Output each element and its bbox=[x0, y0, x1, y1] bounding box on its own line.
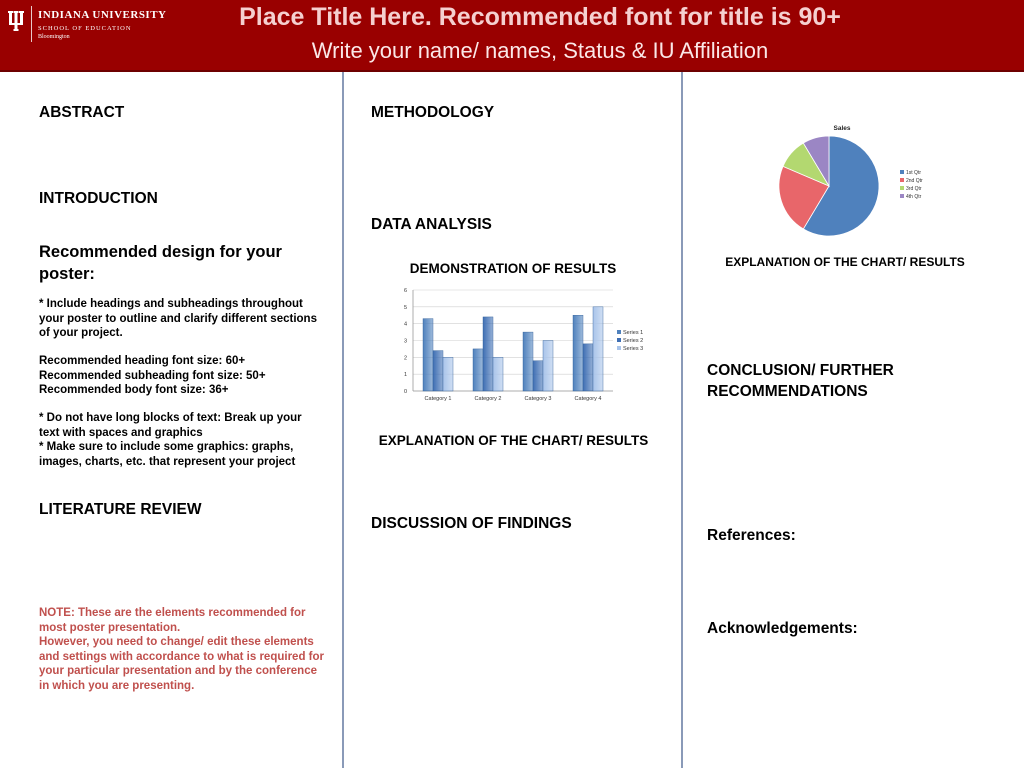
school-name: SCHOOL OF EDUCATION bbox=[38, 25, 132, 32]
pie-legend-label: 2nd Qtr bbox=[906, 178, 923, 184]
campus-name: Bloomington bbox=[38, 34, 70, 40]
x-tick-label: Category 2 bbox=[474, 396, 502, 402]
tip-headings[interactable]: * Include headings and subheadings throughout your poster to outline and clarify different sections of your project. bbox=[39, 298, 317, 339]
legend-label: Series 3 bbox=[623, 346, 644, 352]
discussion-heading[interactable]: DISCUSSION OF FINDINGS bbox=[371, 515, 572, 532]
poster-title[interactable]: Place Title Here. Recommended font for title is 90+ bbox=[239, 3, 841, 31]
legend-swatch bbox=[617, 330, 621, 334]
bar-series-3[interactable] bbox=[493, 357, 503, 391]
tip-graphics[interactable]: * Make sure to include some graphics: graphs, images, charts, etc. that represent your project bbox=[39, 441, 296, 468]
pie-legend-swatch bbox=[900, 194, 904, 198]
demonstration-heading[interactable]: DEMONSTRATION OF RESULTS bbox=[409, 261, 617, 276]
pie-legend-swatch bbox=[900, 170, 904, 174]
bar-series-1[interactable] bbox=[473, 349, 483, 391]
bar-series-3[interactable] bbox=[443, 357, 453, 391]
pie-chart[interactable] bbox=[770, 120, 930, 242]
y-tick-label: 1 bbox=[403, 372, 407, 379]
data-analysis-heading[interactable]: DATA ANALYSIS bbox=[371, 216, 492, 233]
tip-text-blocks[interactable]: * Do not have long blocks of text: Break up your text with spaces and graphics bbox=[39, 412, 302, 439]
tip-subheading-size[interactable]: Recommended subheading font size: 50+ bbox=[39, 369, 266, 382]
bar-series-1[interactable] bbox=[423, 319, 433, 391]
x-tick-label: Category 3 bbox=[524, 396, 552, 402]
y-tick-label: 6 bbox=[403, 288, 407, 294]
legend-label: Series 2 bbox=[623, 338, 644, 344]
conclusion-heading[interactable]: CONCLUSION/ FURTHER RECOMMENDATIONS bbox=[707, 362, 894, 400]
bar-series-1[interactable] bbox=[523, 332, 533, 391]
bar-series-1[interactable] bbox=[573, 315, 583, 391]
logo-separator bbox=[31, 6, 32, 42]
methodology-heading[interactable]: METHODOLOGY bbox=[371, 104, 495, 121]
y-tick-label: 4 bbox=[403, 321, 407, 328]
y-tick-label: 0 bbox=[403, 389, 407, 395]
legend-swatch bbox=[617, 338, 621, 342]
bar-series-3[interactable] bbox=[593, 307, 603, 391]
acknowledgements-heading[interactable]: Acknowledgements: bbox=[707, 620, 858, 637]
bar-series-3[interactable] bbox=[543, 341, 553, 392]
poster-header bbox=[0, 0, 1024, 72]
x-tick-label: Category 4 bbox=[574, 396, 602, 402]
tip-body-size[interactable]: Recommended body font size: 36+ bbox=[39, 384, 229, 396]
bar-chart[interactable] bbox=[395, 284, 645, 404]
abstract-heading[interactable]: ABSTRACT bbox=[39, 104, 125, 121]
poster-subtitle[interactable]: Write your name/ names, Status & IU Affiliation bbox=[311, 38, 769, 63]
university-name: INDIANA UNIVERSITY bbox=[38, 9, 167, 21]
bar-series-2[interactable] bbox=[583, 344, 593, 391]
tip-heading-size[interactable]: Recommended heading font size: 60+ bbox=[39, 355, 246, 367]
introduction-heading[interactable]: INTRODUCTION bbox=[39, 190, 158, 207]
x-tick-label: Category 1 bbox=[424, 396, 452, 402]
column-divider-2 bbox=[681, 72, 683, 768]
pie-legend-swatch bbox=[900, 186, 904, 190]
references-heading[interactable]: References: bbox=[707, 527, 796, 544]
y-tick-label: 3 bbox=[403, 338, 407, 345]
pie-legend-label: 3rd Qtr bbox=[906, 186, 922, 192]
y-tick-label: 5 bbox=[403, 304, 407, 311]
recommended-design-heading[interactable]: Recommended design for your poster: bbox=[39, 243, 282, 283]
literature-review-heading[interactable]: LITERATURE REVIEW bbox=[39, 501, 202, 518]
iu-trident-icon bbox=[6, 9, 26, 35]
bar-series-2[interactable] bbox=[483, 317, 493, 391]
y-tick-label: 2 bbox=[403, 355, 407, 362]
iu-logo bbox=[0, 0, 180, 46]
note-text-continued[interactable]: However, you need to change/ edit these elements and settings with accordance to what is required for your particular presentation and by the conference in which you are presenting. bbox=[39, 636, 324, 692]
chart-explanation[interactable]: EXPLANATION OF THE CHART/ RESULTS bbox=[378, 433, 649, 448]
pie-explanation[interactable]: EXPLANATION OF THE CHART/ RESULTS bbox=[725, 255, 965, 269]
legend-label: Series 1 bbox=[623, 330, 644, 336]
pie-title: Sales bbox=[833, 125, 851, 132]
pie-legend-swatch bbox=[900, 178, 904, 182]
bar-series-2[interactable] bbox=[533, 361, 543, 391]
bar-series-2[interactable] bbox=[433, 351, 443, 391]
pie-legend-label: 4th Qtr bbox=[906, 194, 922, 200]
column-divider-1 bbox=[342, 72, 344, 768]
legend-swatch bbox=[617, 346, 621, 350]
note-text[interactable]: NOTE: These are the elements recommended for most poster presentation. bbox=[39, 607, 306, 634]
pie-legend-label: 1st Qtr bbox=[906, 170, 922, 176]
